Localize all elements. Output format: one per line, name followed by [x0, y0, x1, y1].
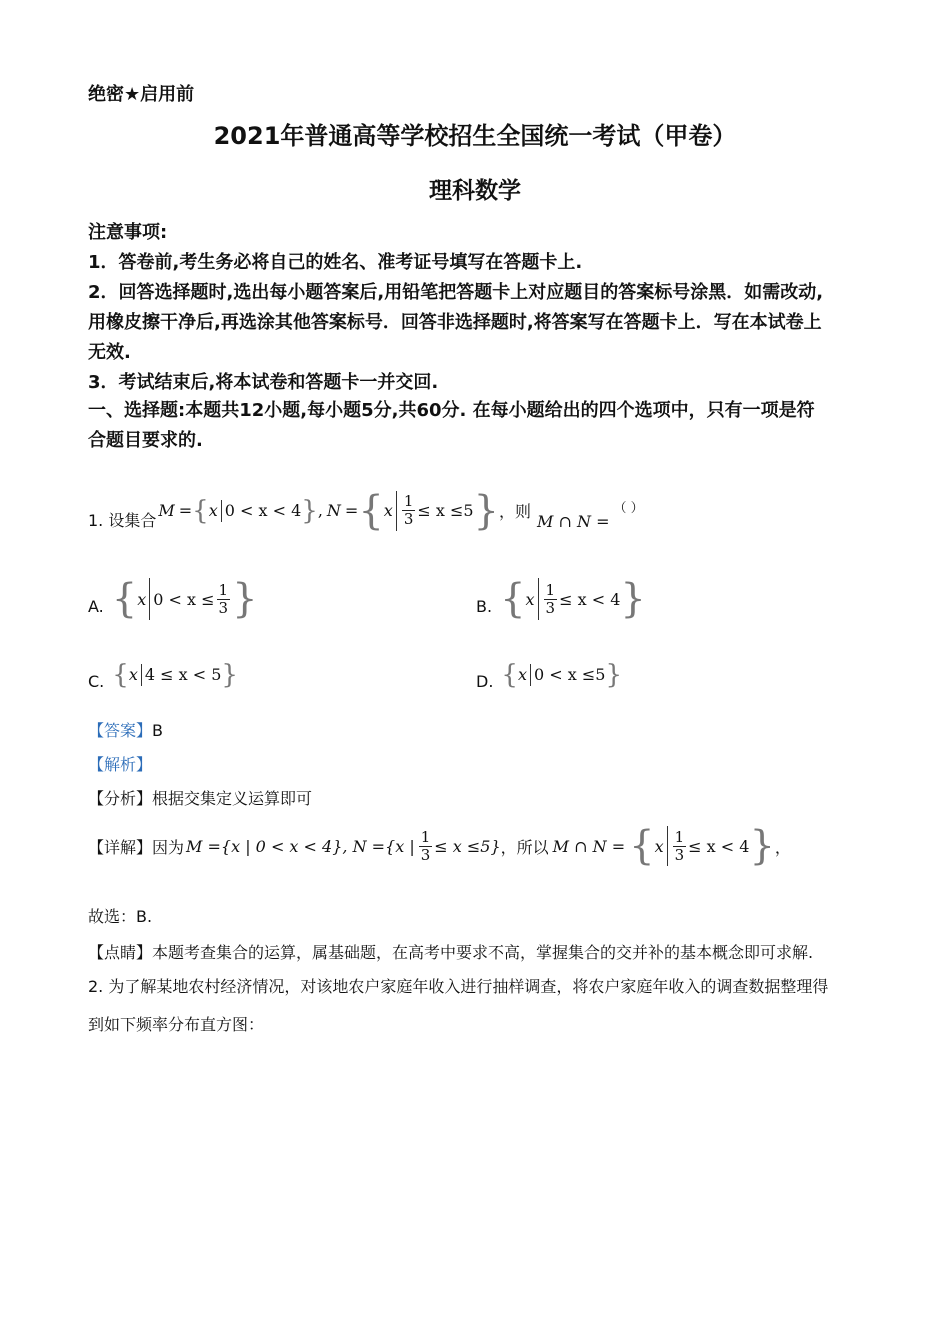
- option-a-label: A.: [88, 596, 104, 616]
- option-d: [476, 658, 622, 691]
- brace-close-icon: }: [605, 659, 622, 690]
- fraction-numerator: 1: [420, 827, 431, 846]
- q1-fraction: [402, 493, 416, 528]
- q1-x-2: x: [383, 501, 393, 520]
- bar-icon: [141, 664, 142, 686]
- option-b-x: x: [525, 589, 535, 609]
- section-intro-line-2: 合题目要求的.: [88, 430, 203, 451]
- note-3: 3．考试结束后,将本试卷和答题卡一并交回.: [88, 372, 439, 393]
- fraction-denominator: 3: [403, 510, 414, 528]
- fenxi-line: [88, 786, 312, 809]
- detail-end: ≤ x < 4: [688, 836, 750, 856]
- q1-answer-blank: （ ）: [613, 501, 644, 516]
- guxuan-line: 故选：B.: [88, 907, 153, 926]
- brace-open-icon: {: [629, 823, 655, 869]
- option-a-cond: 0 < x ≤: [153, 589, 215, 609]
- bar-icon: [530, 664, 531, 686]
- detail-tag: 【详解】: [88, 837, 153, 857]
- detail-comma: ，: [774, 837, 791, 857]
- option-b-fraction: [544, 582, 558, 617]
- brace-open-icon: {: [192, 495, 209, 526]
- q1-eq-1: =: [178, 501, 193, 520]
- fraction-denominator: 3: [420, 845, 431, 864]
- q1-set-n: N: [326, 501, 341, 520]
- detail-x: x: [654, 836, 664, 856]
- fraction-denominator: 3: [674, 845, 685, 864]
- fenxi-tag: 【分析】: [88, 789, 153, 808]
- brace-close-icon: }: [620, 576, 646, 622]
- brace-open-icon: {: [500, 576, 526, 622]
- option-b-cond: ≤ x < 4: [559, 589, 621, 609]
- q1-eq-2: =: [344, 501, 359, 520]
- fraction-numerator: 1: [545, 580, 556, 599]
- brace-close-icon: }: [749, 823, 775, 869]
- q1-x-1: x: [208, 501, 218, 520]
- brace-close-icon: }: [221, 659, 238, 690]
- q1-m-cond: 0 < x < 4: [224, 501, 302, 520]
- bar-icon: [221, 500, 222, 522]
- brace-close-icon: }: [473, 487, 499, 534]
- q1-prefix: 1. 设集合: [88, 511, 157, 530]
- brace-close-icon: }: [301, 495, 318, 526]
- option-a-fraction: [217, 582, 231, 617]
- answer-tag: 【答案】: [88, 721, 153, 740]
- detail-mn: M ∩ N =: [552, 836, 626, 856]
- exam-title: 2021年普通高等学校招生全国统一考试（甲卷）: [213, 122, 737, 150]
- note-2-line-2: 用橡皮擦干净后,再选涂其他答案标号．回答非选择题时,将答案写在答题卡上．写在本试卷上: [88, 312, 822, 333]
- bar-icon: [538, 578, 539, 620]
- brace-open-icon: {: [111, 576, 138, 622]
- note-2-line-1: 2．回答选择题时,选出每小题答案后,用铅笔把答题卡上对应题目的答案标号涂黑．如需改动,: [88, 282, 824, 303]
- note-2-line-3: 无效.: [88, 342, 131, 363]
- option-d-label: D.: [476, 672, 494, 691]
- brace-close-icon: }: [232, 576, 258, 622]
- bar-icon: [149, 578, 150, 620]
- question-1: [88, 487, 644, 534]
- brace-open-icon: {: [112, 659, 129, 690]
- q1-result: M ∩ N =: [537, 512, 610, 531]
- detail-n-cond: ≤ x ≤5}: [434, 836, 501, 856]
- fraction-numerator: 1: [218, 580, 229, 599]
- exam-subtitle: 理科数学: [429, 178, 521, 204]
- dianjing-tag: 【点睛】: [88, 943, 153, 962]
- question-2-line-1: 2. 为了解某地农村经济情况，对该地农户家庭年收入进行抽样调查，将农户家庭年收入的调查数据整理得: [88, 977, 829, 996]
- detail-sets: M ={x | 0 < x < 4}, N ={x |: [186, 836, 415, 856]
- detail-fraction-1: [419, 829, 433, 864]
- q1-comma: ,: [317, 501, 323, 520]
- analysis-tag: 【解析】: [88, 755, 153, 774]
- option-a-x: x: [137, 589, 147, 609]
- option-b-label: B.: [476, 596, 493, 616]
- option-a: [88, 578, 258, 620]
- brace-open-icon: {: [358, 487, 384, 534]
- option-c-x: x: [128, 665, 138, 684]
- notes-heading: 注意事项:: [88, 222, 168, 243]
- bar-icon: [667, 826, 668, 866]
- option-c-label: C.: [88, 672, 105, 691]
- dianjing-text: 本题考查集合的运算，属基础题，在高考中要求不高，掌握集合的交并补的基本概念即可求解.: [152, 943, 814, 962]
- fraction-denominator: 3: [218, 598, 229, 617]
- detail-mid: ，所以: [500, 837, 549, 857]
- bar-icon: [396, 491, 397, 531]
- question-2-line-2: 到如下频率分布直方图：: [88, 1015, 265, 1034]
- q1-n-cond: ≤ x ≤5: [417, 501, 474, 520]
- option-d-x: x: [517, 665, 527, 684]
- answer-value: B: [152, 721, 163, 740]
- fraction-denominator: 3: [545, 598, 556, 617]
- q1-set-m: M: [158, 501, 175, 520]
- fenxi-text: 根据交集定义运算即可: [152, 789, 313, 808]
- option-d-cond: 0 < x ≤5: [533, 665, 606, 684]
- detail-fraction-2: [673, 829, 687, 864]
- brace-open-icon: {: [501, 659, 518, 690]
- fraction-numerator: 1: [674, 827, 685, 846]
- option-c-cond: 4 ≤ x < 5: [144, 665, 222, 684]
- note-1: 1．答卷前,考生务必将自己的姓名、准考证号填写在答题卡上.: [88, 252, 583, 273]
- detail-pre: 因为: [152, 837, 185, 857]
- dianjing-line: [88, 940, 813, 963]
- answer-line: [88, 718, 163, 741]
- section-intro-line-1: 一、选择题:本题共12小题,每小题5分,共60分. 在每小题给出的四个选项中，只有一项是符: [88, 400, 815, 421]
- q1-then: ，则: [499, 502, 532, 521]
- option-b: [476, 578, 646, 620]
- detail-line: [88, 823, 791, 869]
- fraction-numerator: 1: [403, 492, 414, 510]
- secret-label: 绝密★启用前: [88, 84, 195, 105]
- option-c: [88, 658, 238, 691]
